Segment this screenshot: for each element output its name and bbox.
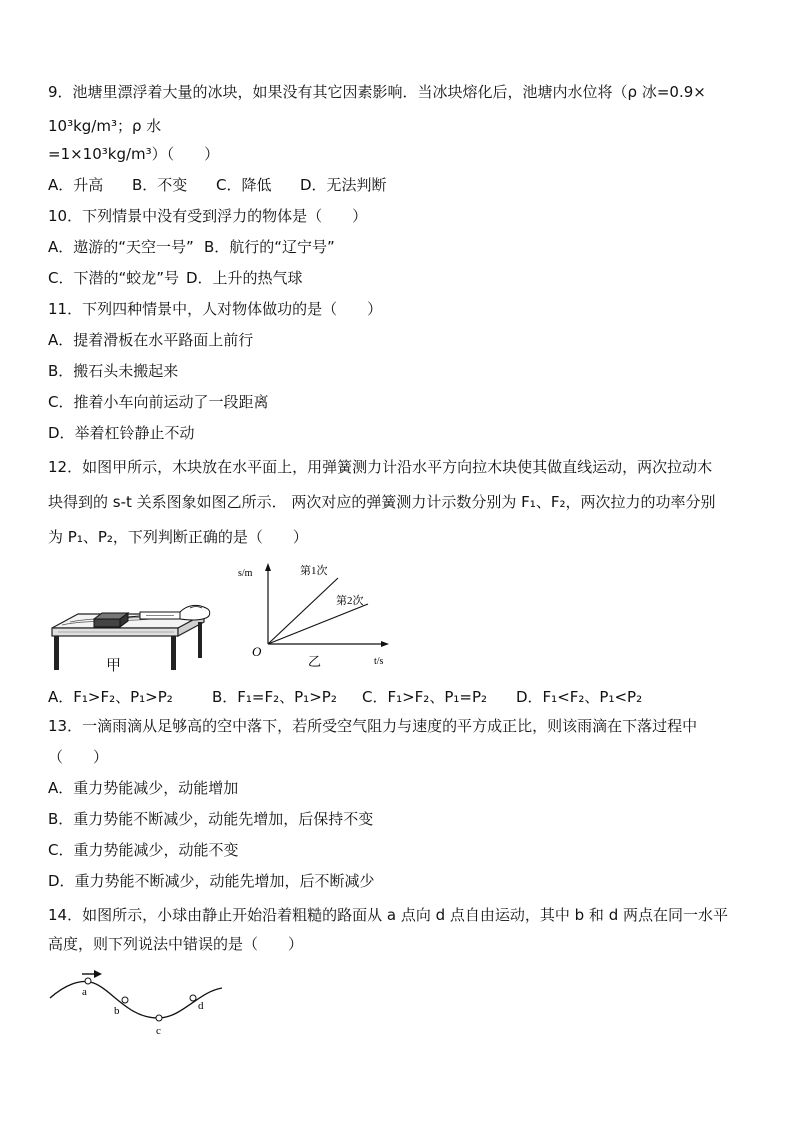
- q10-row2: [48, 268, 303, 288]
- q11-stem: 11．下列四种情景中，人对物体做功的是（ ）: [48, 300, 383, 318]
- graph-y-arrow-icon: [265, 563, 271, 571]
- q12-line1: 12．如图甲所示，木块放在水平面上，用弹簧测力计沿水平方向拉木块使其做直线运动，两次拉动木: [48, 458, 713, 476]
- q9-line1: 9．池塘里漂浮着大量的冰块，如果没有其它因素影响．当冰块熔化后，池塘内水位将（ρ 冰=0.9×: [48, 83, 706, 101]
- motion-arrow-icon: [94, 970, 102, 978]
- q11-option-b: B．搬石头未搬起来: [48, 362, 179, 380]
- point-d-marker: [190, 995, 196, 1001]
- q10-row1: [48, 237, 335, 257]
- graph-line-1: [268, 578, 338, 644]
- q9-option-c: C．降低: [216, 176, 272, 194]
- q9-line2: 10³kg/m³；ρ 水: [48, 117, 162, 135]
- q9-option-d: D．无法判断: [300, 176, 387, 194]
- q12-line2: 块得到的 s-t 关系图象如图乙所示． 两次对应的弹簧测力计示数分别为 F₁、F₂，两次拉力的功率分别: [48, 493, 716, 511]
- road-curve: [50, 982, 222, 1018]
- q12-options: [48, 687, 642, 707]
- q11-option-c: C．推着小车向前运动了一段距离: [48, 393, 269, 411]
- q14-line2: 高度，则下列说法中错误的是（ ）: [48, 935, 304, 953]
- graph-line-2-label: 第2次: [336, 595, 364, 607]
- q12-option-a: A．F₁>F₂、P₁>P₂: [48, 688, 173, 706]
- q13-option-b: B．重力势能不断减少，动能先增加，后保持不变: [48, 810, 374, 828]
- q9-line3: =1×10³kg/m³）（ ）: [48, 145, 220, 163]
- st-graph: [230, 560, 400, 672]
- q10-option-b: B．航行的“辽宁号”: [204, 238, 335, 256]
- graph-line-2: [268, 604, 368, 644]
- graph-y-label: s/m: [238, 568, 253, 579]
- q12-option-c: C．F₁>F₂、P₁=P₂: [362, 688, 488, 706]
- q12-figure-jia: [48, 598, 218, 672]
- graph-x-label: t/s: [374, 656, 384, 667]
- wavy-road-illustration: [48, 962, 224, 1040]
- graph-line-1-label: 第1次: [300, 565, 328, 577]
- q13-line1: 13．一滴雨滴从足够高的空中落下，若所受空气阻力与速度的平方成正比，则该雨滴在下落过程中: [48, 717, 698, 735]
- q9-option-b: B．不变: [132, 176, 188, 194]
- q13-option-d: D．重力势能不断减少，动能先增加，后不断减少: [48, 872, 375, 890]
- q12-figure-jia-label: 甲: [106, 656, 122, 674]
- q11-option-a: A．提着滑板在水平路面上前行: [48, 331, 254, 349]
- q10-option-a: A．遨游的“天空一号”: [48, 238, 194, 256]
- q13-line2: （ ）: [48, 748, 109, 766]
- point-a-marker: [85, 978, 91, 984]
- graph-origin-label: O: [252, 644, 262, 659]
- q12-figure-yi: [230, 560, 400, 672]
- q9-options: [48, 175, 387, 195]
- q13-option-a: A．重力势能减少，动能增加: [48, 779, 239, 797]
- q14-figure: [48, 962, 224, 1040]
- q12-line3: 为 P₁、P₂，下列判断正确的是（ ）: [48, 528, 308, 546]
- q11-option-d: D．举着杠铃静止不动: [48, 424, 195, 442]
- graph-caption: 乙: [308, 654, 322, 669]
- point-d-label: d: [198, 1000, 204, 1012]
- q13-option-c: C．重力势能减少，动能不变: [48, 841, 239, 859]
- q10-option-c: C．下潜的“蛟龙”号: [48, 269, 180, 287]
- graph-x-arrow-icon: [381, 641, 389, 647]
- table-block-illustration: [48, 598, 218, 672]
- point-c-marker: [156, 1015, 162, 1021]
- q14-line1: 14．如图所示，小球由静止开始沿着粗糙的路面从 a 点向 d 点自由运动，其中 b 和 d 两点在同一水平: [48, 906, 728, 924]
- point-c-label: c: [156, 1025, 161, 1037]
- q9-option-a: A．升高: [48, 176, 104, 194]
- q10-stem: 10．下列情景中没有受到浮力的物体是（ ）: [48, 207, 368, 225]
- q12-option-d: D．F₁<F₂、P₁<P₂: [516, 688, 643, 706]
- point-b-label: b: [114, 1005, 120, 1017]
- q10-option-d: D．上升的热气球: [186, 269, 303, 287]
- point-b-marker: [122, 997, 128, 1003]
- q12-option-b: B．F₁=F₂、P₁>P₂: [212, 688, 337, 706]
- point-a-label: a: [82, 986, 87, 998]
